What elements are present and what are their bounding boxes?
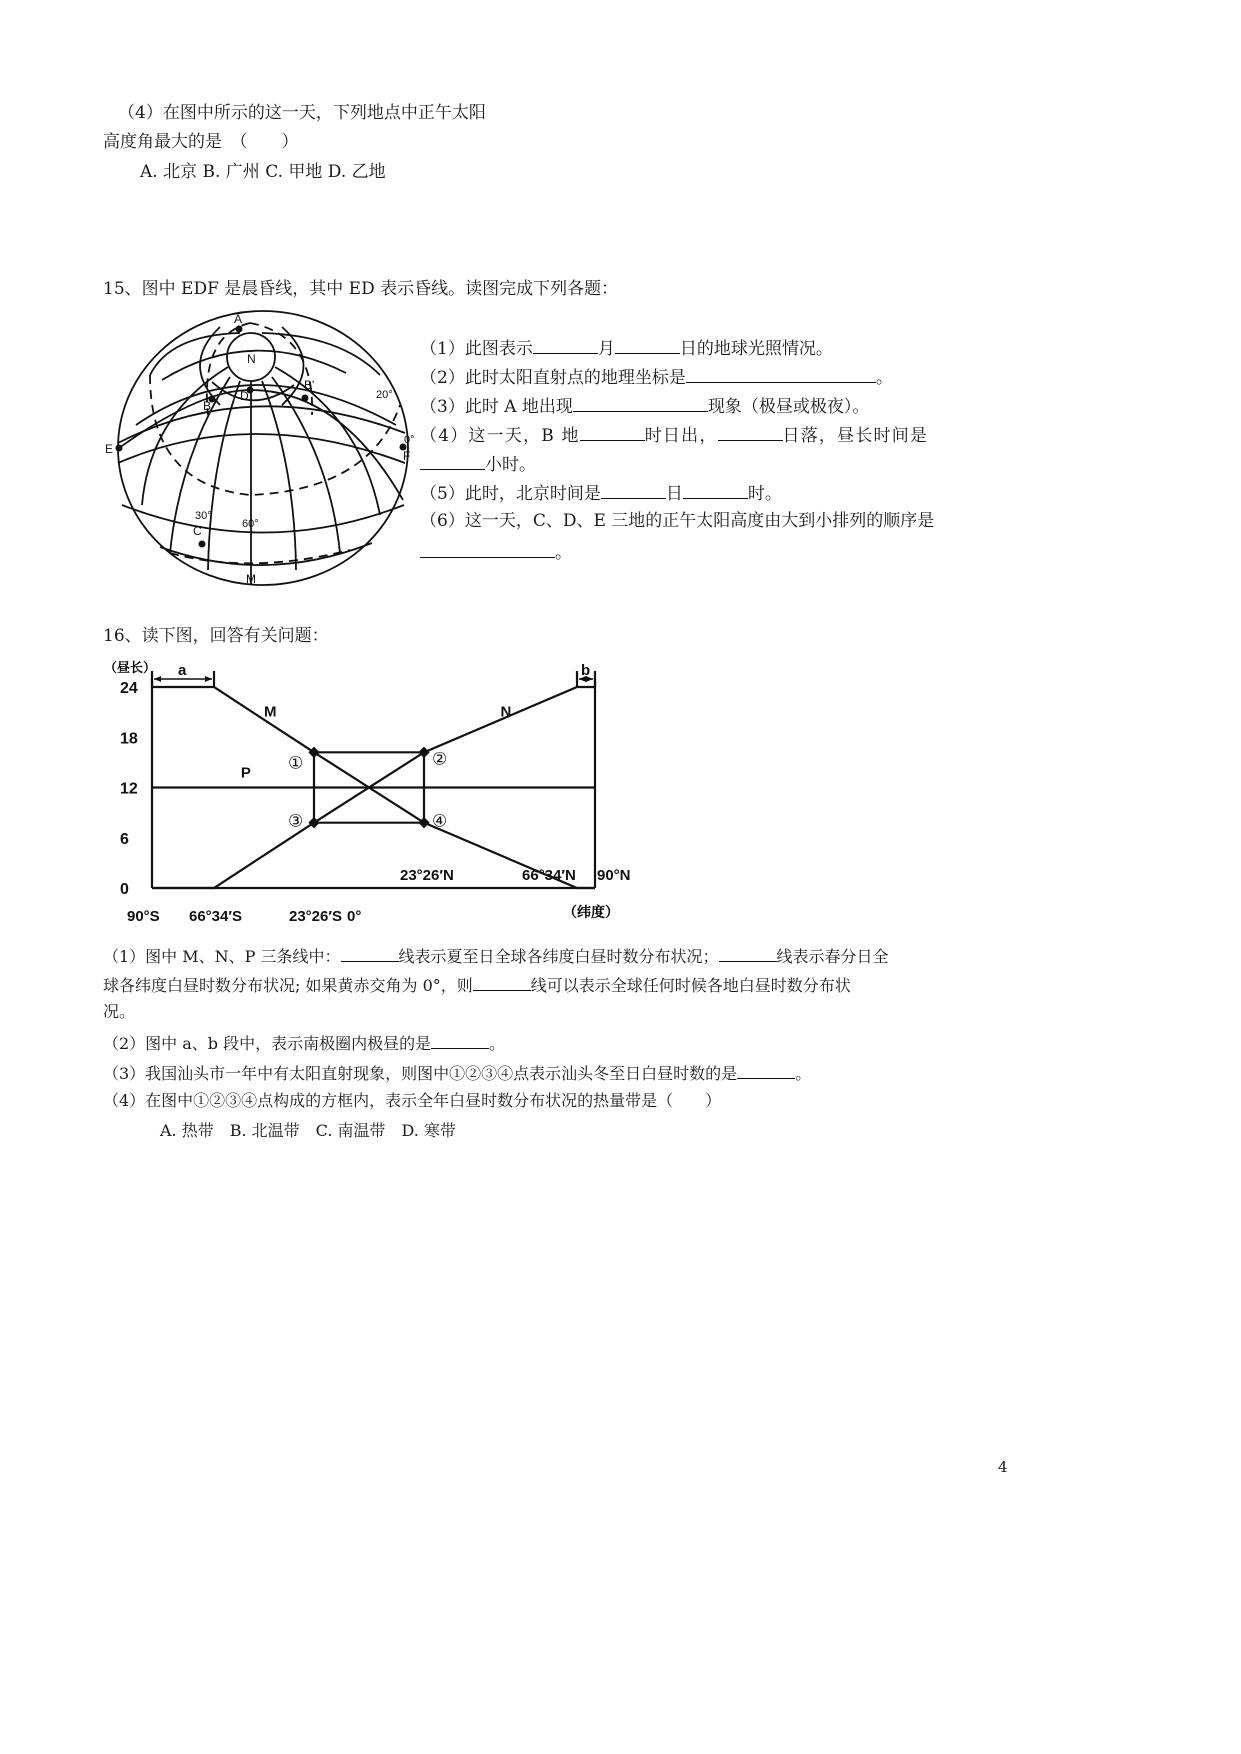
label-lon-30: 30° [195, 510, 212, 522]
daylength-chart [100, 655, 660, 935]
q15-item-4 [420, 423, 928, 447]
q15-item-4-text-d: 小时。 [485, 455, 536, 475]
marker-point [418, 817, 429, 828]
q15-item-2-text-b: 。 [875, 368, 893, 388]
q16-part3-blank[interactable] [737, 1061, 795, 1079]
globe-svg [100, 305, 420, 590]
series-label-p: P [240, 764, 251, 782]
q16-part2-text-b: 。 [489, 1034, 506, 1053]
segment-label-a: a [178, 662, 187, 679]
q15-item-4-cont [420, 452, 536, 476]
label-n: N [247, 352, 256, 366]
q15-item-6-blank[interactable] [420, 540, 555, 558]
q15-title: 15、图中 EDF 是晨昏线，其中 ED 表示昏线。读图完成下列各题： [103, 279, 619, 299]
latitude-line [122, 505, 404, 533]
q15-item-1-blank-month[interactable] [533, 336, 598, 354]
label-c: C [193, 524, 202, 538]
q15-item-4-blank-hours[interactable] [420, 452, 485, 470]
q16-part1-text-d: 球各纬度白昼时数分布状况; 如果黄赤交角为 0°，则 [103, 976, 473, 995]
q16-part1-line1 [103, 944, 889, 968]
y-tick-label: 6 [120, 830, 129, 848]
latitude-line [160, 543, 372, 565]
meridian [262, 381, 296, 570]
marker-point [418, 747, 429, 758]
q15-item-3 [420, 394, 869, 418]
q16-part1-blank-summer[interactable] [341, 944, 399, 962]
q16-part3 [103, 1061, 811, 1085]
y-tick-label: 24 [120, 680, 138, 697]
marker-label: ① [288, 753, 304, 773]
q16-part2-text-a: （2）图中 a、b 段中，表示南极圈内极昼的是 [103, 1034, 432, 1053]
q16-part3-text-a: （3）我国汕头市一年中有太阳直射现象，则图中①②③④点表示汕头冬至日白昼时数的是 [103, 1064, 738, 1083]
q15-item-5-blank-day[interactable] [601, 481, 666, 499]
label-a: A [234, 312, 243, 326]
marker-label: ④ [432, 811, 448, 831]
q15-item-2 [420, 365, 893, 389]
q16-part2 [103, 1031, 505, 1055]
q16-title: 16、读下图，回答有关问题： [103, 626, 329, 646]
q15-item-6: （6）这一天，C、D、E 三地的正午太阳高度由大到小排列的顺序是 [420, 511, 935, 531]
q15-item-1-text-b: 月 [597, 339, 615, 359]
q15-item-6-text-b: 。 [555, 543, 572, 563]
x-tick-label: 66°34′S [189, 908, 242, 925]
q15-item-5 [420, 481, 782, 505]
q16-part1-blank-zero[interactable] [473, 973, 531, 991]
label-lon-60: 60° [242, 518, 259, 530]
q15-item-3-text-a: （3）此时 A 地出现 [420, 397, 573, 417]
label-d: D [240, 389, 249, 403]
q15-item-2-blank[interactable] [686, 365, 876, 383]
q15-item-3-blank[interactable] [573, 394, 708, 412]
label-lat-20: 20° [376, 389, 393, 401]
point-a [236, 326, 243, 333]
y-tick-label: 12 [120, 780, 138, 798]
q15-item-6-cont [420, 540, 572, 564]
marker-label: ② [432, 749, 448, 769]
segment-label-b: b [581, 662, 591, 679]
x-tick-label: 66°34′N [522, 867, 576, 884]
q15-item-2-text-a: （2）此时太阳直射点的地理坐标是 [420, 368, 686, 388]
label-b: B [203, 399, 212, 413]
q14-part4-line1: （4）在图中所示的这一天，下列地点中正午太阳 [118, 103, 486, 123]
q15-item-4-blank-sunset[interactable] [718, 423, 783, 441]
q15-item-5-blank-hour[interactable] [683, 481, 748, 499]
dashed-line [170, 550, 350, 563]
y-axis-label: （昼长） [104, 660, 157, 675]
series-label-n: N [500, 703, 512, 721]
q15-item-1 [420, 336, 833, 360]
marker-label: ③ [288, 811, 304, 831]
y-tick-label: 18 [120, 730, 138, 748]
q14-part4-line2: 高度角最大的是 （ ） [103, 132, 299, 152]
globe-diagram [100, 305, 420, 590]
q15-item-1-text-c: 日的地球光照情况。 [679, 339, 833, 359]
x-axis-label: （纬度） [563, 904, 619, 920]
q15-item-3-text-b: 现象（极昼或极夜）。 [707, 397, 870, 417]
label-m: M [246, 572, 256, 586]
q15-item-4-text-b: 时日出， [644, 426, 718, 446]
point-e [116, 445, 123, 452]
q15-item-4-text-c: 日落，昼长时间是 [782, 426, 929, 446]
q15-item-5-text-b: 日 [665, 484, 683, 504]
q14-part4-options: A. 北京 B. 广州 C. 甲地 D. 乙地 [140, 162, 386, 182]
x-tick-label: 90°S [127, 908, 160, 925]
q16-part1-line3: 况。 [103, 1002, 136, 1021]
q15-item-1-text-a: （1）此图表示 [420, 339, 533, 359]
q16-part1-text-e: 线可以表示全球任何时候各地白昼时数分布状 [530, 976, 851, 995]
marker-point [308, 817, 319, 828]
series-label-m: M [264, 703, 277, 721]
q16-part1-text-b: 线表示夏至日全球各纬度白昼时数分布状况； [398, 947, 719, 966]
x-tick-label: 0° [347, 908, 362, 925]
q16-part1-blank-spring[interactable] [719, 944, 777, 962]
point-b-prime [302, 395, 309, 402]
arrow-head [205, 676, 212, 682]
label-e: E [105, 442, 114, 456]
label-lat-0: 0° [404, 434, 415, 446]
x-tick-label: 23°26′N [400, 867, 454, 884]
q15-item-1-blank-day[interactable] [615, 336, 680, 354]
q16-part4-options: A. 热带 B. 北温带 C. 南温带 D. 寒带 [160, 1121, 456, 1140]
q16-part1-text-c: 线表示春分日全 [776, 947, 889, 966]
q16-part4: （4）在图中①②③④点构成的方框内，表示全年白昼时数分布状况的热量带是（ ） [103, 1091, 722, 1110]
q15-item-4-text-a: （4）这一天，B 地 [420, 426, 580, 446]
x-tick-label: 90°N [597, 867, 631, 884]
q16-part1-text-a: （1）图中 M、N、P 三条线中： [103, 947, 341, 966]
x-tick-label: 23°26′S [289, 908, 342, 925]
q15-item-5-text-c: 时。 [747, 484, 782, 504]
point-c [199, 541, 206, 548]
q16-part3-text-b: 。 [795, 1064, 812, 1083]
q16-part2-blank[interactable] [431, 1031, 489, 1049]
q15-item-4-blank-sunrise[interactable] [580, 423, 645, 441]
label-f: F [403, 449, 411, 463]
label-b-prime: B' [304, 378, 315, 392]
y-tick-label: 0 [120, 881, 129, 898]
q15-item-5-text-a: （5）此时，北京时间是 [420, 484, 601, 504]
q16-part1-line2 [103, 973, 851, 997]
arrow-head [154, 676, 161, 682]
chart-svg [100, 655, 660, 935]
page-number: 4 [998, 1458, 1008, 1476]
marker-point [308, 747, 319, 758]
